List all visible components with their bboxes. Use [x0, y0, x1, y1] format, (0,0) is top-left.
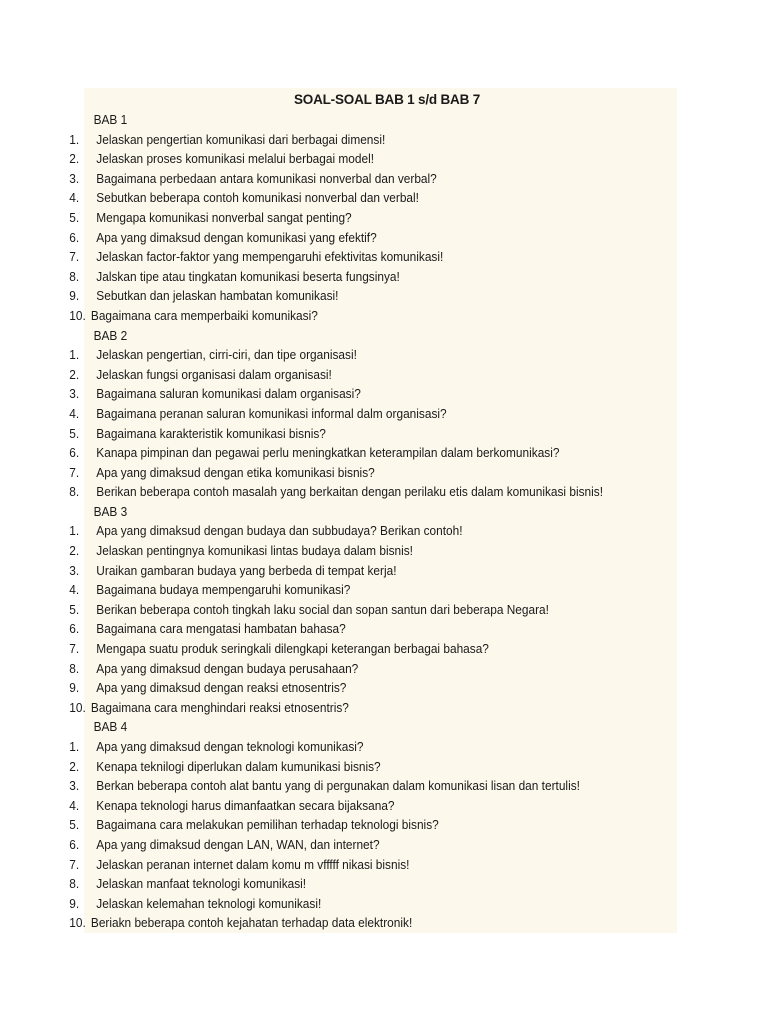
question-text: Kanapa pimpinan dan pegawai perlu meningkatkan keterampilan dalam berkomunikasi? [96, 445, 560, 461]
question-item [0, 521, 691, 541]
question-number: 1. [69, 739, 80, 754]
question-text: Apa yang dimaksud dengan LAN, WAN, dan internet? [96, 836, 380, 852]
question-text: Jelaskan manfaat teknologi komunikasi! [96, 876, 307, 892]
question-text: Apa yang dimaksud dengan budaya perusahaan? [96, 660, 359, 676]
question-number: 10. [69, 307, 86, 323]
question-text: Mengapa suatu produk seringkali dilengkapi keterangan berbagai bahasa? [96, 641, 489, 657]
question-text: Apa yang dimaksud dengan komunikasi yang efektif? [96, 229, 377, 245]
question-text: Bagaimana karakteristik komunikasi bisnis? [96, 425, 326, 441]
question-number: 9. [69, 288, 80, 304]
question-text: Beriakn beberapa contoh kejahatan terhadap data elektronik! [90, 915, 413, 931]
question-text: Berkan beberapa contoh alat bantu yang di pergunakan dalam komunikasi lisan dan tertulis! [96, 778, 580, 794]
question-number: 8. [69, 268, 80, 284]
question-text: Jelaskan fungsi organisasi dalam organisasi! [96, 366, 332, 382]
question-number: 7. [69, 856, 80, 872]
chapter-heading: BAB 2 [93, 327, 128, 343]
question-item [0, 149, 691, 169]
question-number: 4. [69, 797, 80, 813]
question-item [0, 482, 691, 502]
question-item [0, 384, 691, 404]
question-number: 7. [69, 249, 80, 265]
question-item [0, 208, 691, 228]
question-number: 6. [69, 229, 80, 245]
question-text: Sebutkan dan jelaskan hambatan komunikasi! [96, 288, 339, 304]
question-number: 2. [69, 151, 80, 167]
question-item [0, 345, 691, 365]
question-text: Jelaskan pengertian komunikasi dari berbagai dimensi! [96, 131, 386, 147]
question-item [0, 874, 691, 894]
chapter-heading: BAB 3 [93, 503, 128, 519]
question-number: 1. [69, 523, 80, 539]
question-item [0, 678, 691, 698]
question-text: Berikan beberapa contoh masalah yang berkaitan dengan perilaku etis dalam komunikasi bisnis! [96, 484, 604, 500]
question-text: Bagaimana peranan saluran komunikasi informal dalm organisasi? [96, 405, 447, 421]
question-text: Kenapa teknilogi diperlukan dalam kumunikasi bisnis? [96, 758, 381, 774]
question-item [0, 365, 691, 385]
chapter-heading: BAB 4 [93, 719, 128, 735]
question-text: Jelaskan peranan internet dalam komu m vfffff nikasi bisnis! [96, 856, 410, 872]
question-number: 1. [69, 347, 80, 363]
question-item [0, 698, 691, 718]
question-item [0, 267, 691, 287]
question-text: Jelaskan pentingnya komunikasi lintas budaya dalam bisnis! [96, 543, 413, 559]
question-text: Berikan beberapa contoh tingkah laku social dan sopan santun dari beberapa Negara! [96, 601, 549, 617]
question-item [0, 541, 691, 561]
question-number: 3. [69, 386, 80, 402]
question-item [0, 757, 691, 777]
question-text: Mengapa komunikasi nonverbal sangat penting? [96, 209, 352, 225]
question-item [0, 306, 691, 326]
question-item [0, 855, 691, 875]
question-text: Jelaskan kelemahan teknologi komunikasi! [96, 895, 322, 911]
question-number: 8. [69, 484, 80, 500]
question-number: 6. [69, 621, 80, 637]
question-number: 3. [69, 562, 80, 578]
question-number: 2. [69, 758, 80, 774]
question-item [0, 443, 691, 463]
question-item [0, 247, 691, 267]
question-number: 4. [69, 405, 80, 421]
question-text: Bagaimana budaya mempengaruhi komunikasi? [96, 582, 351, 598]
question-number: 2. [69, 543, 80, 559]
question-item [0, 286, 691, 306]
question-text: Apa yang dimaksud dengan budaya dan subbudaya? Berikan contoh! [96, 523, 463, 539]
question-number: 5. [69, 209, 80, 225]
question-number: 3. [69, 170, 80, 186]
question-number: 6. [69, 836, 80, 852]
question-number: 10. [69, 699, 86, 715]
question-item [0, 639, 691, 659]
question-number: 1. [69, 131, 80, 147]
question-text: Kenapa teknologi harus dimanfaatkan secara bijaksana? [96, 797, 395, 813]
question-number: 3. [69, 778, 80, 794]
question-number: 4. [69, 582, 80, 598]
question-number: 4. [69, 190, 80, 206]
question-text: Apa yang dimaksud dengan etika komunikasi bisnis? [96, 464, 375, 480]
question-text: Bagaimana cara mengatasi hambatan bahasa? [96, 621, 346, 637]
question-text: Bagaimana cara memperbaiki komunikasi? [90, 307, 318, 323]
question-text: Apa yang dimaksud dengan teknologi komunikasi? [96, 739, 364, 754]
chapter-heading: BAB 1 [93, 112, 128, 127]
question-number: 5. [69, 601, 80, 617]
question-item [0, 463, 691, 483]
question-text: Jelaskan factor-faktor yang mempengaruhi efektivitas komunikasi! [96, 249, 444, 265]
question-item [0, 776, 691, 796]
question-text: Bagaimana cara menghindari reaksi etnosentris? [90, 699, 349, 715]
question-text: Jelaskan pengertian, cirri-ciri, dan tipe organisasi! [96, 347, 357, 363]
question-number: 8. [69, 876, 80, 892]
question-text: Bagaimana perbedaan antara komunikasi nonverbal dan verbal? [96, 170, 437, 186]
question-number: 6. [69, 445, 80, 461]
question-number: 5. [69, 425, 80, 441]
question-item [0, 561, 691, 581]
question-number: 5. [69, 817, 80, 833]
question-number: 8. [69, 660, 80, 676]
question-item [0, 169, 691, 189]
question-text: Bagaimana saluran komunikasi dalam organisasi? [96, 386, 361, 402]
question-text: Apa yang dimaksud dengan reaksi etnosentris? [96, 680, 347, 696]
question-number: 7. [69, 641, 80, 657]
question-item [0, 796, 691, 816]
question-text: Sebutkan beberapa contoh komunikasi nonverbal dan verbal! [96, 190, 419, 206]
question-item [0, 404, 691, 424]
question-item [0, 424, 691, 444]
question-list [0, 110, 768, 933]
question-item [0, 228, 691, 248]
question-item [0, 580, 691, 600]
question-item [0, 659, 691, 679]
question-item [0, 619, 691, 639]
question-number: 9. [69, 895, 80, 911]
question-item [0, 188, 691, 208]
question-number: 10. [69, 915, 86, 931]
question-item [0, 130, 691, 150]
question-text: Jelaskan proses komunikasi melalui berbagai model! [96, 151, 375, 167]
question-number: 7. [69, 464, 80, 480]
question-item [0, 894, 691, 914]
question-item [0, 737, 691, 757]
question-text: Uraikan gambaran budaya yang berbeda di tempat kerja! [96, 562, 397, 578]
question-item [0, 913, 691, 933]
question-text: Bagaimana cara melakukan pemilihan terhadap teknologi bisnis? [96, 817, 439, 833]
question-item [0, 600, 691, 620]
document-title: SOAL-SOAL BAB 1 s/d BAB 7 [293, 92, 481, 107]
question-number: 9. [69, 680, 80, 696]
question-text: Jalskan tipe atau tingkatan komunikasi beserta fungsinya! [96, 268, 400, 284]
question-item [0, 815, 691, 835]
question-item [0, 835, 691, 855]
question-number: 2. [69, 366, 80, 382]
